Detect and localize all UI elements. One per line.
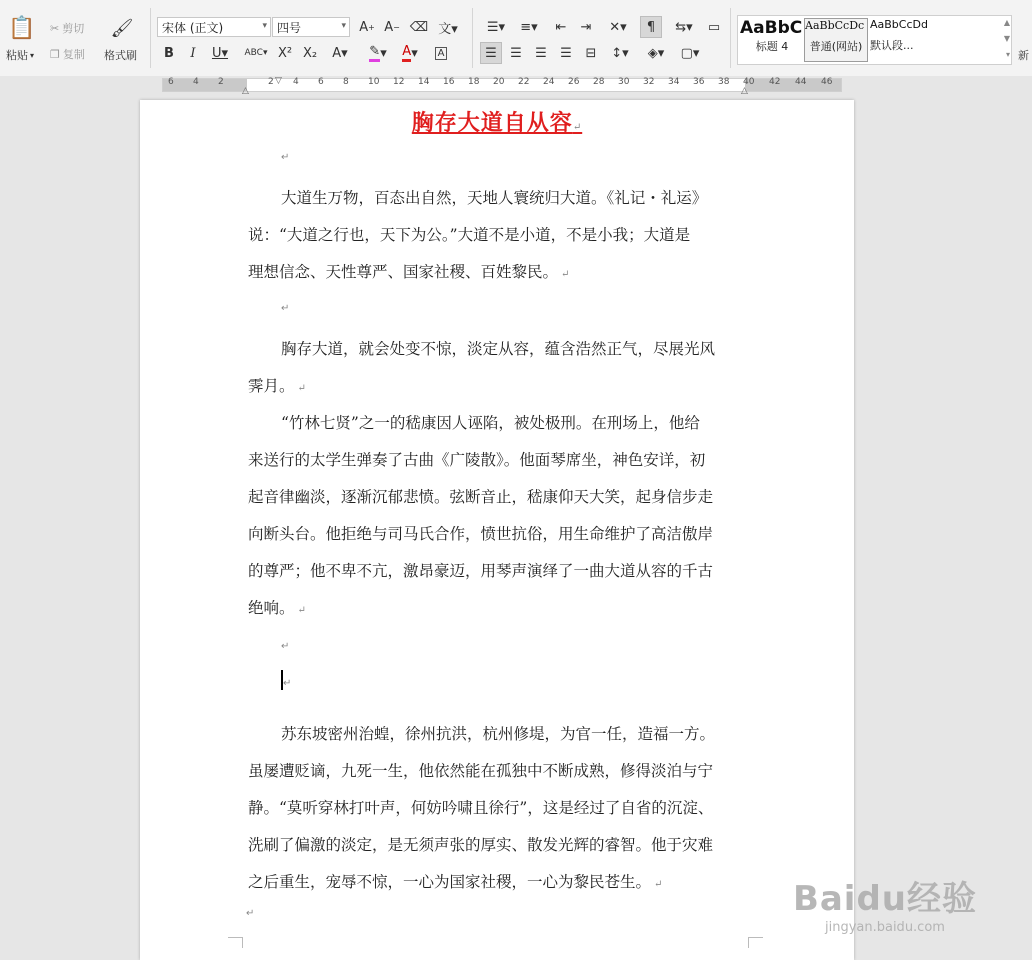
- style-heading4[interactable]: [740, 18, 804, 62]
- distributed-icon[interactable]: ⊟: [585, 45, 597, 61]
- ruler-number: 40: [743, 77, 755, 87]
- line-text: 苏东坡密州治蝗，徐州抗洪，杭州修堤，为官一任，造福一方。: [281, 725, 716, 743]
- shrink-font-icon[interactable]: A −: [384, 19, 400, 35]
- chevron-down-icon: ▾: [341, 21, 346, 31]
- paragraph-line: [248, 790, 748, 827]
- paragraph-line: [248, 331, 748, 368]
- paragraph-line: [248, 442, 748, 479]
- line-text: 虽屡遭贬谪，九死一生，他依然能在孤独中不断成熟，修得淡泊与宁: [248, 762, 714, 780]
- paragraph-line: [248, 590, 748, 629]
- text-direction-icon[interactable]: ⇆▾: [675, 19, 693, 35]
- copy-label: 复制: [62, 48, 85, 61]
- paragraph-line: [248, 864, 748, 903]
- ribbon-toolbar: [0, 0, 1032, 77]
- line-text: 绝响。: [248, 599, 295, 617]
- baidu-jingyan-watermark: [793, 871, 977, 935]
- paragraph-line: [248, 716, 748, 753]
- ruler-number: 42: [769, 77, 781, 87]
- align-right-icon[interactable]: ☰: [535, 45, 547, 61]
- margin-corner-mark: [228, 937, 243, 948]
- ruler-number: 12: [393, 77, 405, 87]
- line-text: 洗刷了偏激的淡定，是无须声张的厚实、散发光辉的睿智。他于灾难: [248, 836, 714, 854]
- paragraph[interactable]: [248, 716, 748, 903]
- ruler-number: 8: [343, 77, 349, 87]
- ruler-number: 4: [293, 77, 299, 87]
- style-sample: AaBbCcDd: [870, 18, 928, 31]
- paragraph-line: [248, 405, 748, 442]
- horizontal-ruler: [0, 76, 1032, 98]
- line-text: 向断头台。他拒绝与司马氏合作，愤世抗俗，用生命维护了高洁傲岸: [248, 525, 714, 543]
- ruler-number: 10: [368, 77, 380, 87]
- scissors-icon: ✂: [50, 21, 60, 35]
- chevron-down-icon: ▾: [262, 21, 267, 31]
- cut-label: 剪切: [62, 22, 85, 35]
- separator: [730, 8, 731, 68]
- strikethrough-icon[interactable]: ABC▾: [244, 48, 268, 58]
- grow-font-icon[interactable]: A +: [359, 19, 375, 35]
- copy-button[interactable]: [50, 46, 85, 62]
- copy-icon: ❐: [50, 47, 60, 61]
- gallery-scroll-up-icon[interactable]: ▲: [1003, 18, 1010, 27]
- italic-icon[interactable]: I: [190, 45, 196, 61]
- line-text: 霁月。: [248, 377, 295, 395]
- line-text: 之后重生，宠辱不惊，一心为国家社稷，一心为黎民苍生。: [248, 873, 652, 891]
- new-style-button[interactable]: [1018, 47, 1029, 63]
- line-spacing-icon[interactable]: ↕▾: [611, 45, 629, 61]
- bullet-list-icon[interactable]: ☰▾: [486, 19, 506, 35]
- style-normal-web[interactable]: [804, 18, 868, 62]
- ruler-number: 38: [718, 77, 730, 87]
- paragraph-line: [248, 827, 748, 864]
- ruler-number: 24: [543, 77, 555, 87]
- paragraph[interactable]: [248, 331, 748, 407]
- ruler-number: 22: [518, 77, 530, 87]
- chevron-down-icon: ▾: [30, 50, 35, 60]
- clear-format-icon[interactable]: ⌫: [409, 19, 429, 35]
- ruler-number: 18: [468, 77, 480, 87]
- paragraph-mark-icon: ↵: [281, 303, 290, 314]
- ruler-left-margin: [163, 79, 247, 91]
- gallery-scroll-down-icon[interactable]: ▼: [1003, 34, 1010, 43]
- paragraph-line: [248, 180, 748, 217]
- watermark-logo: Baidu经验: [792, 879, 977, 919]
- ruler-number: 4: [193, 77, 199, 87]
- ruler-number: 2: [268, 77, 274, 87]
- bold-icon[interactable]: B: [164, 45, 174, 61]
- line-text: 胸存大道，就会处变不惊，淡定从容，蕴含浩然正气，尽展光风: [281, 340, 716, 358]
- numbered-list-icon[interactable]: ≡▾: [520, 19, 538, 35]
- subscript-icon[interactable]: X₂: [302, 45, 318, 61]
- style-sample: AaBbCcDc: [805, 19, 865, 32]
- paragraph-line: [248, 217, 748, 254]
- ruler-number: 16: [443, 77, 455, 87]
- ruler-number: 28: [593, 77, 605, 87]
- font-family-select[interactable]: [157, 17, 271, 37]
- align-left-icon[interactable]: ☰: [480, 42, 502, 64]
- ruler-number: 30: [618, 77, 630, 87]
- line-text: 大道生万物，百态出自然，天地人寰统归大道。《礼记・礼运》: [281, 189, 708, 207]
- decrease-indent-icon[interactable]: ⇤: [555, 19, 567, 35]
- paragraph-line: [248, 516, 748, 553]
- show-marks-icon[interactable]: ¶: [640, 16, 662, 38]
- paragraph-mark-icon: ↵: [281, 641, 290, 652]
- line-text: 理想信念、天性尊严、国家社稷、百姓黎民。: [248, 263, 559, 281]
- ruler-number: 6: [318, 77, 324, 87]
- font-family-value: 宋体 (正文): [162, 20, 224, 35]
- align-center-icon[interactable]: ☰: [510, 45, 522, 61]
- ruler-number: 32: [643, 77, 655, 87]
- cut-button[interactable]: [50, 20, 84, 36]
- style-label: 普通(网站): [809, 40, 863, 53]
- paragraph-line: [248, 368, 748, 407]
- justify-icon[interactable]: ☰: [560, 45, 572, 61]
- paragraph-mark-icon: ↵: [297, 605, 306, 616]
- ruler-number: 34: [668, 77, 680, 87]
- paragraph-mark-icon: ↵: [654, 879, 663, 890]
- highlight-icon[interactable]: ✎ ▾: [369, 44, 387, 61]
- borders-icon[interactable]: ▢▾: [680, 45, 700, 61]
- increase-indent-icon[interactable]: ⇥: [580, 19, 592, 35]
- underline-icon[interactable]: U▾: [211, 45, 229, 61]
- paste-button[interactable]: [6, 47, 34, 63]
- format-painter-button[interactable]: [104, 47, 137, 63]
- paragraph-line: [248, 254, 748, 293]
- ruler-number: 46: [821, 77, 833, 87]
- style-label: 默认段...: [870, 39, 914, 52]
- line-text: “竹林七贤”之一的嵇康因人诬陷，被处极刑。在刑场上，他给: [281, 414, 700, 432]
- paragraph[interactable]: [248, 180, 748, 293]
- ruler-number: 14: [418, 77, 430, 87]
- styles-gallery: [737, 15, 1012, 65]
- gallery-expand-icon[interactable]: ▾: [1005, 50, 1010, 59]
- right-indent-marker[interactable]: △: [741, 86, 748, 96]
- paragraph-mark-icon: ↵: [572, 122, 583, 133]
- line-text: 的尊严；他不卑不亢，激昂豪迈，用琴声演绎了一曲大道从容的千古: [248, 562, 714, 580]
- style-default-paragraph[interactable]: [870, 18, 934, 62]
- paragraph-line: [248, 553, 748, 590]
- paragraph-mark-icon: ↵: [297, 383, 306, 394]
- format-painter-icon[interactable]: 🖌: [110, 17, 134, 39]
- document-page[interactable]: [140, 100, 854, 960]
- table-icon[interactable]: ▭: [707, 19, 721, 35]
- style-label: 标题 4: [755, 40, 789, 53]
- paste-icon[interactable]: 📋: [8, 15, 36, 41]
- separator: [472, 8, 473, 68]
- paragraph-mark-icon: ↵: [561, 269, 570, 280]
- line-text: 起音律幽淡，逐渐沉郁悲愤。弦断音止，嵇康仰天大笑，起身信步走: [248, 488, 714, 506]
- format-painter-label: 格式刷: [104, 49, 137, 62]
- paragraph-line: [248, 753, 748, 790]
- paragraph-mark-icon: ↵: [246, 908, 255, 919]
- ruler-number: 26: [568, 77, 580, 87]
- line-text: 说：“大道之行也，天下为公。”大道不是小道，不是小我；大道是: [248, 226, 691, 244]
- margin-corner-mark: [748, 937, 763, 948]
- character-border-icon[interactable]: A: [430, 42, 452, 64]
- paste-label: 粘贴: [6, 49, 28, 62]
- line-text: 静。“莫听穿林打叶声，何妨吟啸且徐行”，这是经过了自省的沉淀、: [248, 799, 714, 817]
- paragraph-mark-icon: ↵: [283, 678, 292, 689]
- chinese-layout-icon[interactable]: ✕▾: [609, 19, 627, 35]
- left-indent-marker[interactable]: △: [242, 86, 249, 96]
- font-size-value: 四号: [277, 20, 302, 35]
- paragraph-line: [248, 479, 748, 516]
- phonetic-guide-icon[interactable]: 文▾: [438, 21, 458, 37]
- ruler-number: 36: [693, 77, 705, 87]
- style-sample: AaBbC: [740, 18, 803, 38]
- font-size-select[interactable]: [272, 17, 350, 37]
- new-style-label: 新: [1018, 49, 1029, 62]
- watermark-url: jingyan.baidu.com: [824, 920, 945, 935]
- superscript-icon[interactable]: X²: [277, 45, 293, 61]
- text-effect-icon[interactable]: A▾: [332, 45, 348, 61]
- separator: [150, 8, 151, 68]
- shading-icon[interactable]: ◈▾: [647, 45, 665, 61]
- ruler-number: 6: [168, 77, 174, 87]
- line-text: 来送行的太学生弹奏了古曲《广陵散》。他面琴席坐，神色安详，初: [248, 451, 706, 469]
- ruler-number: 20: [493, 77, 505, 87]
- title-text: 胸存大道自从容: [411, 110, 573, 136]
- document-title[interactable]: [140, 106, 854, 137]
- first-line-indent-marker[interactable]: ▽: [275, 76, 282, 86]
- paragraph-mark-icon: ↵: [281, 152, 290, 163]
- ruler-number: 2: [218, 77, 224, 87]
- ruler-number: 44: [795, 77, 807, 87]
- paragraph[interactable]: [248, 405, 748, 629]
- font-color-icon[interactable]: A ▾: [402, 44, 418, 61]
